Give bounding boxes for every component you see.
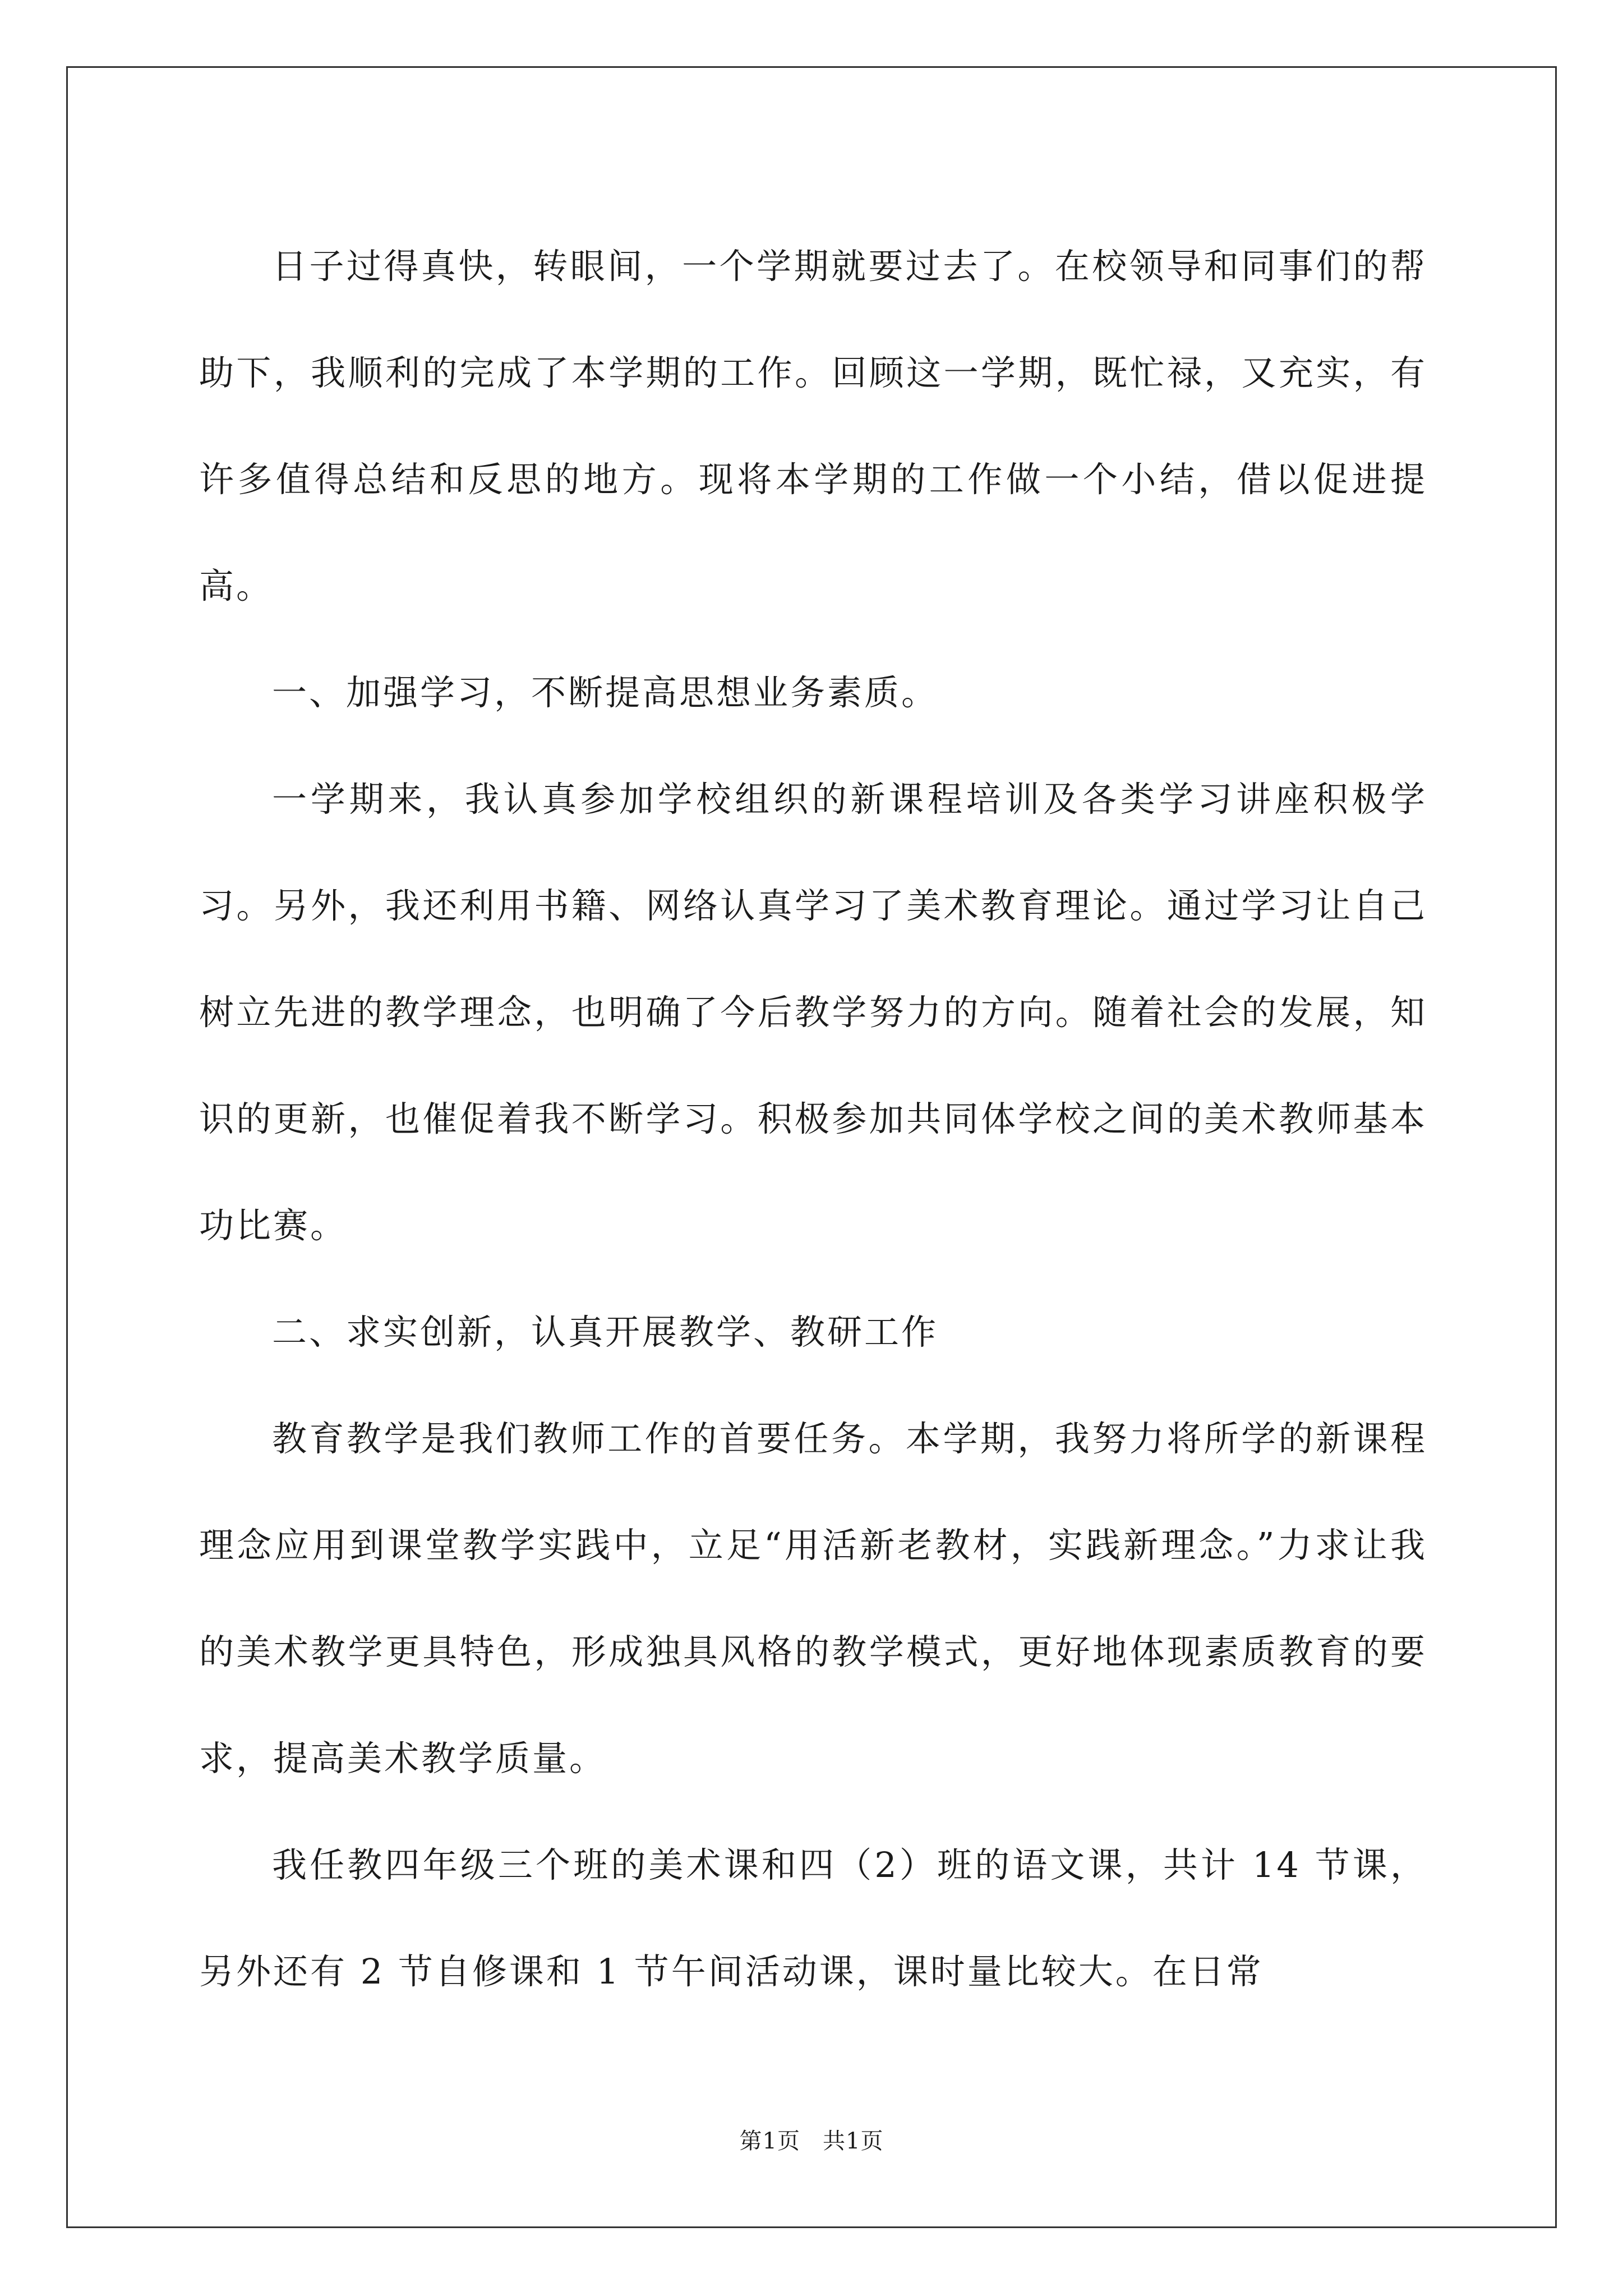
paragraph-study: 一学期来，我认真参加学校组织的新课程培训及各类学习讲座积极学习。另外，我还利用书籍、网络认真学习了美术教育理论。通过学习让自己树立先进的教学理念，也明确了今后教学努力的方向。随着社会的发展，知识的更新，也催促着我不断学习。积极参加共同体学校之间的美术教师基本功比赛。 <box>199 779 1427 1246</box>
paragraph-teaching: 教育教学是我们教师工作的首要任务。本学期，我努力将所学的新课程理念应用到课堂教学实践中，立足“用活新老教材，实践新理念。”力求让我的美术教学更具特色，形成独具风格的教学模式，更好地体现素质教育的要求，提高美术教学质量。 <box>199 1418 1427 1779</box>
paragraph-workload: 我任教四年级三个班的美术课和四（2）班的语文课，共计 14 节课，另外还有 2 节自修课和 1 节午间活动课，课时量比较大。在日常 <box>199 1844 1427 1992</box>
page-total: 共1页 <box>823 2128 884 2154</box>
heading-section-2: 二、求实创新，认真开展教学、教研工作 <box>272 1312 939 1352</box>
page-number: 第1页 <box>739 2128 800 2154</box>
heading-section-1: 一、加强学习，不断提高思想业务素质。 <box>272 672 939 713</box>
paragraph-intro: 日子过得真快，转眼间，一个学期就要过去了。在校领导和同事们的帮助下，我顺利的完成了本学期的工作。回顾这一学期，既忙禄，又充实，有许多值得总结和反思的地方。现将本学期的工作做一个小结，借以促进提高。 <box>199 246 1427 606</box>
page-footer <box>0 2123 1623 2155</box>
document-body <box>199 213 1427 2025</box>
